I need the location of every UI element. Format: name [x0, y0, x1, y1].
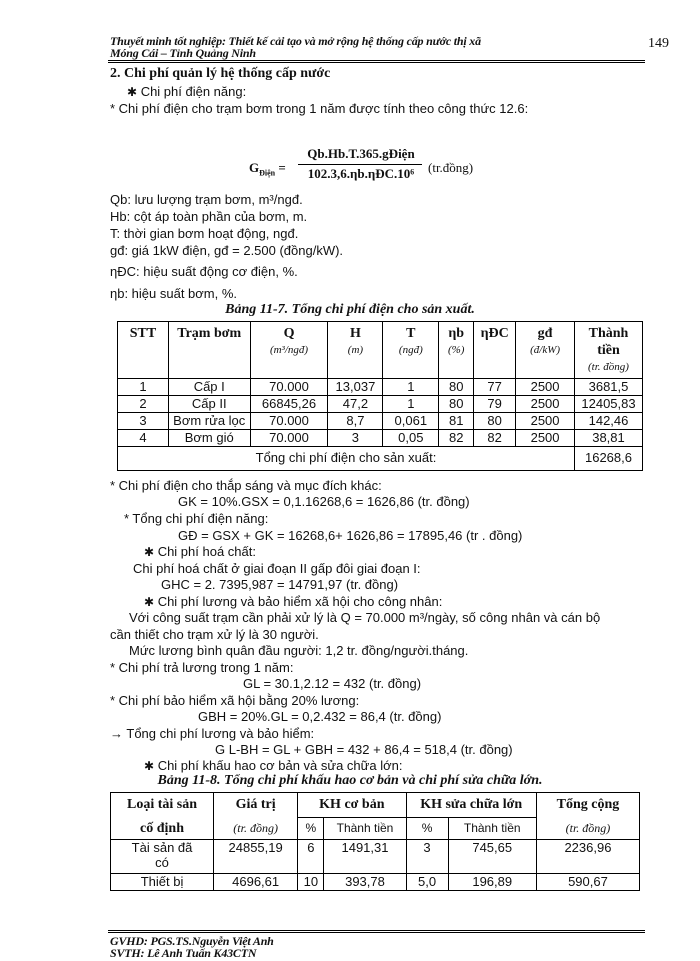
- definition-item: Qb: lưu lượng trạm bơm, m³/ngđ.: [110, 192, 303, 207]
- body-line: * Tổng chi phí điện năng:: [124, 511, 269, 526]
- table-cell: 4: [118, 430, 169, 447]
- table1-header: Trạm bơm: [168, 322, 250, 379]
- body-line: cần thiết cho trạm xử lý là 30 người.: [110, 627, 319, 642]
- table-cell: 66845,26: [250, 396, 328, 413]
- body-line: * Chi phí điện cho thắp sáng và mục đích khác:: [110, 478, 382, 493]
- table2-header: cố định: [111, 818, 214, 840]
- table1-header: Q (m³/ngđ): [250, 322, 328, 379]
- bullet-icon: ✱: [127, 85, 138, 99]
- table-cell: 3681,5: [574, 379, 642, 396]
- bullet-icon: ✱: [144, 595, 155, 609]
- table2-caption: Bảng 11-8. Tổng chi phí khấu hao cơ bản và chi phí sửa chữa lớn.: [157, 773, 543, 788]
- total-label: Tổng chi phí điện cho sản xuất:: [118, 447, 575, 471]
- body-line-bullet: ✱ Chi phí khấu hao cơ bản và sửa chữa lớn:: [144, 758, 403, 773]
- body-line: * Chi phí trả lương trong 1 năm:: [110, 660, 294, 675]
- table-cell: 2500: [516, 379, 575, 396]
- table2-header: Giá trị: [214, 793, 298, 818]
- table-cell: 0,061: [383, 413, 439, 430]
- table-cell: Thiết bị: [111, 874, 214, 891]
- definition-item: ηb: hiệu suất bơm, %.: [110, 286, 238, 301]
- table-row: [111, 874, 640, 891]
- table-cell: 2500: [516, 396, 575, 413]
- formula-unit: (tr.đồng): [428, 160, 474, 175]
- table-cell: 24855,19: [214, 840, 298, 874]
- table-cell: 142,46: [574, 413, 642, 430]
- table-row: [118, 396, 643, 413]
- table1-header: ηb (%): [439, 322, 474, 379]
- body-line: GĐ = GSX + GK = 16268,6+ 1626,86 = 17895,46 (tr . đồng): [178, 528, 523, 543]
- table2-header: (tr. đồng): [536, 818, 639, 840]
- table-cell: 3: [328, 430, 383, 447]
- footer-rule-2: [108, 932, 645, 933]
- table-cell: 70.000: [250, 413, 328, 430]
- intro-text: * Chi phí điện cho trạm bơm trong 1 năm được tính theo công thức 12.6:: [110, 101, 529, 116]
- body-line-bullet: ✱ Chi phí hoá chất:: [144, 544, 256, 559]
- table-cell: 2500: [516, 430, 575, 447]
- definition-item: T: thời gian bơm hoạt động, ngđ.: [110, 226, 299, 241]
- footer-rule: [108, 930, 645, 931]
- table2-header-row: [111, 818, 640, 840]
- table-cell: 1: [383, 379, 439, 396]
- subheading-electricity: ✱ Chi phí điện năng:: [127, 84, 247, 99]
- table-cell: 2236,96: [536, 840, 639, 874]
- body-line: Mức lương bình quân đầu người: 1,2 tr. đồng/người.tháng.: [129, 643, 469, 658]
- definition-item: gđ: giá 1kW điện, gđ = 2.500 (đồng/kW).: [110, 243, 344, 258]
- table-cell: 80: [474, 413, 516, 430]
- table-cell: 12405,83: [574, 396, 642, 413]
- table-cell: 196,89: [448, 874, 536, 891]
- definition-item: ηĐC: hiệu suất động cơ điện, %.: [110, 264, 298, 279]
- body-line: G L-BH = GL + GBH = 432 + 86,4 = 518,4 (tr. đồng): [215, 742, 513, 757]
- table1-header: T (ngđ): [383, 322, 439, 379]
- header-title-line2: Móng Cái – Tỉnh Quảng Ninh: [110, 46, 256, 60]
- table1-header: STT: [118, 322, 169, 379]
- body-line: → Tổng chi phí lương và bảo hiểm:: [110, 726, 315, 741]
- footer-supervisor: GVHD: PGS.TS.Nguyễn Việt Anh: [110, 934, 274, 948]
- formula-numerator: Qb.Hb.T.365.gĐiện: [307, 146, 415, 161]
- table-total-row: [118, 447, 643, 471]
- footer-student: SVTH: Lê Anh Tuấn K43CTN: [110, 946, 257, 960]
- table-cell: 4696,61: [214, 874, 298, 891]
- header-rule-2: [108, 62, 645, 63]
- table-cell: 79: [474, 396, 516, 413]
- table2-header: KH sửa chữa lớn: [406, 793, 536, 818]
- table-cell: 38,81: [574, 430, 642, 447]
- body-line: GK = 10%.GSX = 0,1.16268,6 = 1626,86 (tr. đồng): [178, 494, 470, 509]
- table-cell: Tài sản đã có: [111, 840, 214, 874]
- table-cell: 3: [406, 840, 448, 874]
- body-line: Với công suất trạm cần phải xử lý là Q = 70.000 m³/ngày, số công nhân và cán bộ: [129, 610, 601, 625]
- table-cell: 393,78: [324, 874, 406, 891]
- table-row: [118, 430, 643, 447]
- table-cell: 5,0: [406, 874, 448, 891]
- table1-header: ηĐC: [474, 322, 516, 379]
- table-row: [111, 840, 640, 874]
- table1-header: gđ (đ/kW): [516, 322, 575, 379]
- table2-header: KH cơ bản: [298, 793, 406, 818]
- table-cell: 82: [439, 430, 474, 447]
- table2-header: %: [406, 818, 448, 840]
- table-cell: 70.000: [250, 379, 328, 396]
- page-number: 149: [648, 36, 669, 51]
- table-cell: 82: [474, 430, 516, 447]
- body-line: GL = 30.1,2.12 = 432 (tr. đồng): [243, 676, 422, 691]
- table-cell: 8,7: [328, 413, 383, 430]
- body-line: GBH = 20%.GL = 0,2.432 = 86,4 (tr. đồng): [198, 709, 442, 724]
- table-cell: 10: [298, 874, 324, 891]
- table2-header: (tr. đồng): [214, 818, 298, 840]
- table1-caption: Bảng 11-7. Tổng chi phí điện cho sản xuất.: [225, 302, 475, 317]
- table-row: [118, 413, 643, 430]
- table-cell: Cấp I: [168, 379, 250, 396]
- table1-header-row: [118, 322, 643, 379]
- table2-header-row: [111, 793, 640, 818]
- section-heading: 2. Chi phí quản lý hệ thống cấp nước: [110, 66, 331, 81]
- table2-header: Loại tài sản: [111, 793, 214, 818]
- table-cell: 80: [439, 396, 474, 413]
- table2-header: %: [298, 818, 324, 840]
- table-cell: 1: [118, 379, 169, 396]
- table-cell: 1491,31: [324, 840, 406, 874]
- table-cell: 2500: [516, 413, 575, 430]
- formula-bar: [298, 164, 422, 165]
- table-cell: 13,037: [328, 379, 383, 396]
- table1-header: H (m): [328, 322, 383, 379]
- total-value: 16268,6: [574, 447, 642, 471]
- table1-header: Thành tiền (tr. đồng): [574, 322, 642, 379]
- table-cell: 2: [118, 396, 169, 413]
- table-cell: Cấp II: [168, 396, 250, 413]
- table2-header: Tổng cộng: [536, 793, 639, 818]
- body-line: * Chi phí bảo hiểm xã hội bằng 20% lương:: [110, 693, 360, 708]
- table-cell: 1: [383, 396, 439, 413]
- table-cell: 0,05: [383, 430, 439, 447]
- table-cell: 80: [439, 379, 474, 396]
- table-cell: 81: [439, 413, 474, 430]
- table-cell: 590,67: [536, 874, 639, 891]
- table2-header: Thành tiền: [448, 818, 536, 840]
- table-row: [118, 379, 643, 396]
- header-title-line1: Thuyết minh tốt nghiệp: Thiết kế cải tạo và mở rộng hệ thống cấp nước thị xã: [110, 34, 481, 48]
- table-cell: 77: [474, 379, 516, 396]
- table-cell: 70.000: [250, 430, 328, 447]
- table-cell: 3: [118, 413, 169, 430]
- body-line: GHC = 2. 7395,987 = 14791,97 (tr. đồng): [161, 577, 399, 592]
- formula-denominator: 102.3,6.ηb.ηĐC.10⁶: [307, 166, 415, 181]
- table-cell: 47,2: [328, 396, 383, 413]
- body-line: Chi phí hoá chất ở giai đoạn II gấp đôi giai đoạn I:: [133, 561, 421, 576]
- table-cell: 6: [298, 840, 324, 874]
- table-cell: Bơm gió: [168, 430, 250, 447]
- formula-lhs: $G_{Điện}$ =: [249, 160, 286, 178]
- table2-header: Thành tiền: [324, 818, 406, 840]
- body-line-bullet: ✱ Chi phí lương và bảo hiểm xã hội cho công nhân:: [144, 594, 443, 609]
- header-rule: [108, 60, 645, 61]
- depreciation-table: [110, 792, 640, 891]
- definition-item: Hb: cột áp toàn phần của bơm, m.: [110, 209, 308, 224]
- bullet-icon: ✱: [144, 759, 155, 773]
- table-cell: 745,65: [448, 840, 536, 874]
- electricity-cost-table: [117, 321, 643, 471]
- bullet-icon: ✱: [144, 545, 155, 559]
- table-cell: Bơm rửa lọc: [168, 413, 250, 430]
